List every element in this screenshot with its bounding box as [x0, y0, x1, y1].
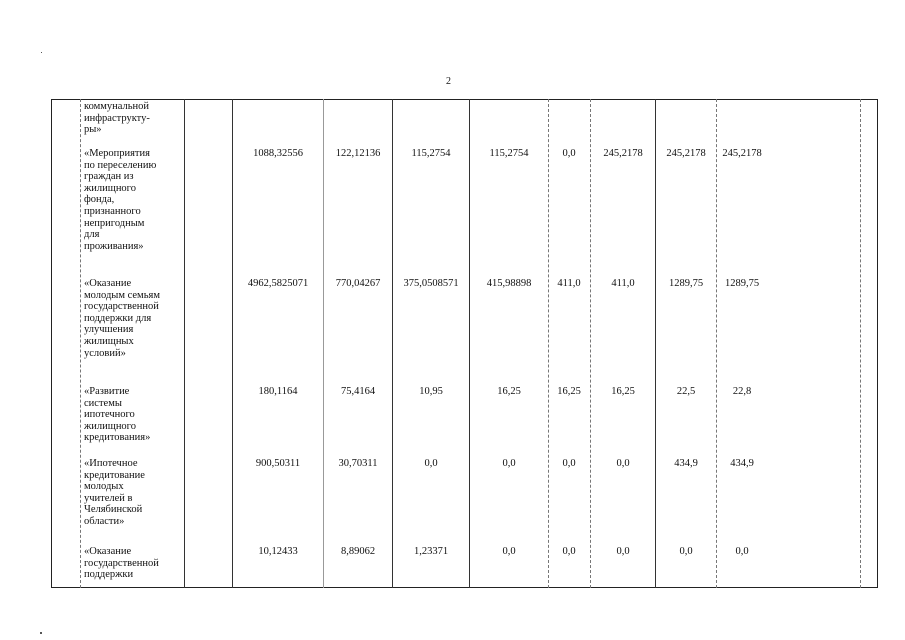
table-cell: 411,0 — [557, 278, 581, 289]
table-cell: 122,12136 — [335, 148, 381, 159]
column-divider — [80, 99, 81, 588]
table-cell: 1289,75 — [724, 278, 760, 289]
table-cell: 0,0 — [616, 546, 630, 557]
table-cell: 0,0 — [562, 546, 576, 557]
column-divider — [184, 99, 185, 588]
table-cell: 411,0 — [611, 278, 635, 289]
table-cell: 16,25 — [557, 386, 581, 397]
table-cell: 30,70311 — [338, 458, 378, 469]
column-divider — [323, 99, 324, 588]
table-cell: 900,50311 — [255, 458, 301, 469]
table-cell: 115,2754 — [411, 148, 451, 159]
column-divider — [716, 99, 717, 588]
row-label: «Развитие системы ипотечного жилищного кредитования» — [84, 386, 151, 444]
table-cell: 16,25 — [611, 386, 635, 397]
table-cell: 4962,5825071 — [247, 278, 309, 289]
table-cell: 8,89062 — [340, 546, 376, 557]
page-number: 2 — [446, 76, 451, 87]
table-cell: 115,2754 — [489, 148, 529, 159]
table-cell: 1289,75 — [668, 278, 704, 289]
table-cell: 75,4164 — [340, 386, 376, 397]
row-label: коммунальной инфраструкту- ры» — [84, 101, 150, 136]
table-cell: 10,12433 — [258, 546, 298, 557]
table-cell: 10,95 — [419, 386, 443, 397]
column-divider — [392, 99, 393, 588]
table-cell: 245,2178 — [603, 148, 643, 159]
table-cell: 0,0 — [502, 458, 516, 469]
table-cell: 22,5 — [676, 386, 696, 397]
table-cell: 22,8 — [732, 386, 752, 397]
row-label: «Оказание молодым семьям государственной поддержки для улучшения жилищных условий» — [84, 278, 160, 359]
table-cell: 0,0 — [502, 546, 516, 557]
table-cell: 16,25 — [497, 386, 521, 397]
column-divider — [655, 99, 656, 588]
table-cell: 0,0 — [562, 148, 576, 159]
table-cell: 245,2178 — [666, 148, 706, 159]
row-label: «Оказание государственной поддержки — [84, 546, 159, 581]
table-cell: 0,0 — [562, 458, 576, 469]
scan-speck — [40, 632, 42, 634]
table-cell: 0,0 — [616, 458, 630, 469]
table-cell: 434,9 — [730, 458, 754, 469]
column-divider — [232, 99, 233, 588]
scan-speck — [41, 52, 42, 53]
column-divider — [590, 99, 591, 588]
column-divider — [469, 99, 470, 588]
column-divider — [548, 99, 549, 588]
table-cell: 434,9 — [674, 458, 698, 469]
table-cell: 375,0508571 — [403, 278, 459, 289]
row-label: «Мероприятия по переселению граждан из жилищного фонда, признанного непригодным для проживания» — [84, 148, 157, 252]
table-cell: 1,23371 — [413, 546, 449, 557]
table-cell: 770,04267 — [335, 278, 381, 289]
row-label: «Ипотечное кредитование молодых учителей в Челябинской области» — [84, 458, 145, 527]
table-cell: 1088,32556 — [253, 148, 303, 159]
table-cell: 0,0 — [679, 546, 693, 557]
table-cell: 0,0 — [735, 546, 749, 557]
table-cell: 245,2178 — [722, 148, 762, 159]
table-cell: 0,0 — [424, 458, 438, 469]
table-cell: 180,1164 — [258, 386, 298, 397]
table-cell: 415,98898 — [486, 278, 532, 289]
column-divider — [860, 99, 861, 588]
